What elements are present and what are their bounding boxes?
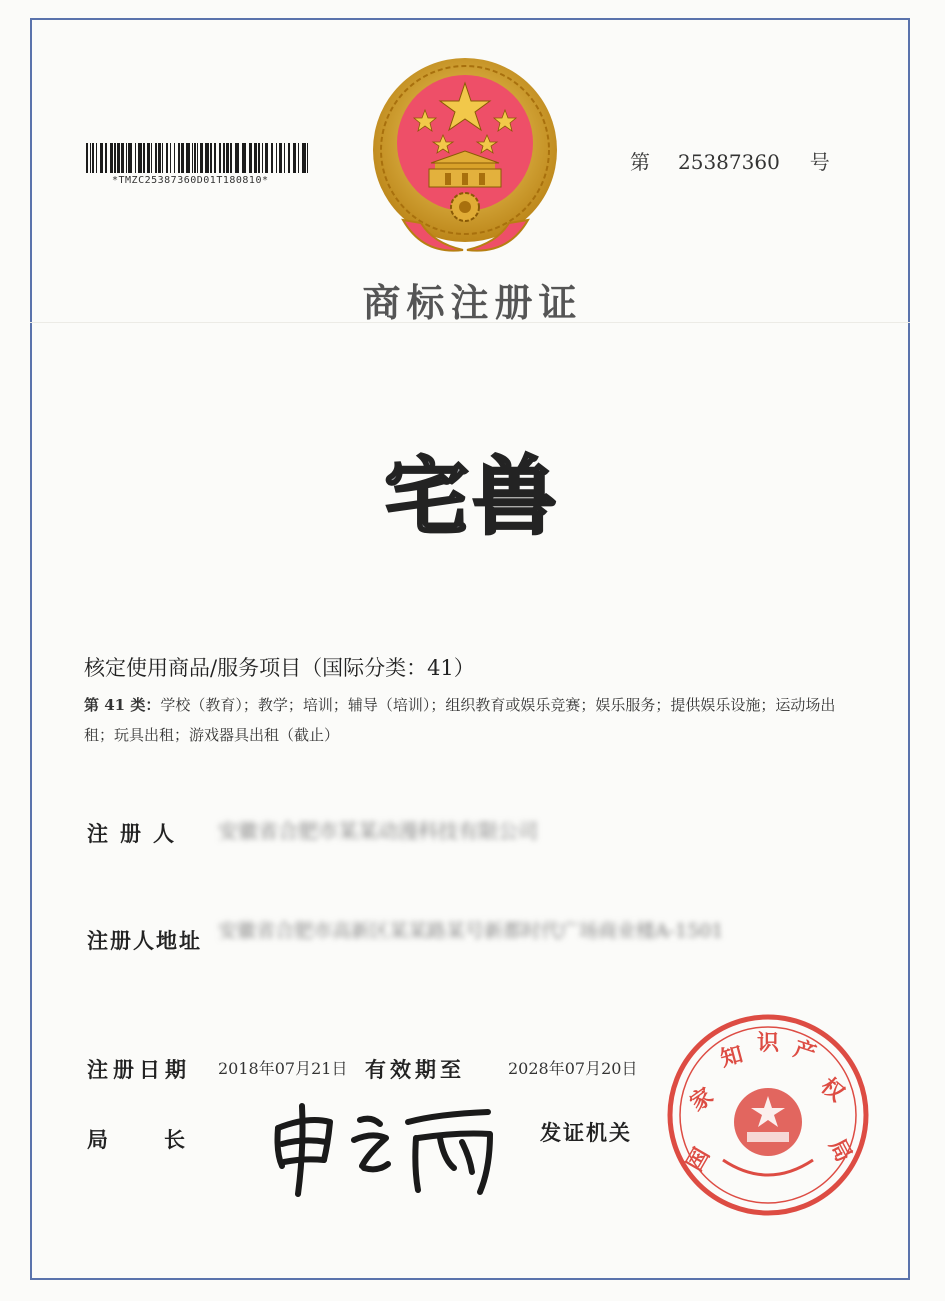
barcode-bar xyxy=(262,143,263,173)
barcode-bar xyxy=(226,143,229,173)
registration-number-value: 25387360 xyxy=(678,150,780,174)
svg-text:权: 权 xyxy=(815,1073,849,1107)
barcode-text: *TMZC25387360D01T180810* xyxy=(112,175,269,186)
national-emblem-icon xyxy=(363,55,568,260)
goods-items: 学校（教育）；教学；培训；辅导（培训）；组织教育或娱乐竞赛；娱乐服务；提供娱乐设施；运动场出租；玩具出租；游戏器具出租（截止） xyxy=(84,696,836,744)
barcode-bar xyxy=(276,143,277,173)
valid-until-date: 2028年07月20日 xyxy=(508,1059,638,1078)
barcode-bar xyxy=(170,143,171,173)
barcode-bar xyxy=(147,143,150,173)
barcode-bar xyxy=(117,143,120,173)
barcode-bar xyxy=(192,143,193,173)
barcode-bar xyxy=(121,143,124,173)
barcode-bar xyxy=(197,143,198,173)
barcode xyxy=(86,143,308,173)
barcode-bar xyxy=(298,143,299,173)
barcode-bar xyxy=(307,143,308,173)
registration-date-label: 注册日期 xyxy=(87,1058,191,1082)
barcode-bar xyxy=(235,143,239,173)
barcode-bar xyxy=(219,143,221,173)
barcode-bar xyxy=(181,143,184,173)
barcode-bar xyxy=(114,143,116,173)
barcode-bar xyxy=(86,143,88,173)
barcode-bar xyxy=(158,143,161,173)
barcode-bar xyxy=(194,143,196,173)
issuing-authority-label: 发证机关 xyxy=(540,1121,632,1145)
address-value-blurred: 安徽省合肥市高新区某某路某号新都时代广场商业楼A-1501 xyxy=(218,920,724,942)
barcode-bar xyxy=(186,143,190,173)
valid-until-label: 有效期至 xyxy=(365,1058,465,1082)
barcode-bar xyxy=(128,143,132,173)
barcode-bar xyxy=(174,143,175,173)
barcode-bar xyxy=(105,143,107,173)
svg-text:产: 产 xyxy=(790,1036,820,1068)
barcode-bar xyxy=(166,143,168,173)
barcode-bar xyxy=(249,143,252,173)
barcode-bar xyxy=(302,143,306,173)
barcode-bar xyxy=(293,143,296,173)
registration-number xyxy=(630,146,830,175)
barcode-bar xyxy=(254,143,257,173)
goods-heading: 核定使用商品/服务项目（国际分类：41） xyxy=(84,656,475,680)
registration-date: 2018年07月21日 xyxy=(218,1059,348,1078)
trademark-logo: 宅兽 xyxy=(384,448,561,546)
registrant-label: 注册人 xyxy=(87,822,186,846)
barcode-bar xyxy=(138,143,142,173)
barcode-bar xyxy=(126,143,127,173)
barcode-bar xyxy=(279,143,282,173)
director-signature xyxy=(268,1098,500,1200)
goods-list xyxy=(84,690,864,750)
barcode-bar xyxy=(205,143,209,173)
barcode-bar xyxy=(271,143,273,173)
barcode-bar xyxy=(230,143,232,173)
svg-text:识: 识 xyxy=(757,1031,780,1056)
barcode-bar xyxy=(210,143,212,173)
barcode-bar xyxy=(265,143,268,173)
barcode-bar xyxy=(110,143,113,173)
barcode-bar xyxy=(223,143,225,173)
certificate-title: 商标注册证 xyxy=(362,280,583,325)
barcode-bar xyxy=(100,143,103,173)
barcode-bar xyxy=(178,143,180,173)
barcode-bar xyxy=(151,143,152,173)
director-label: 局长 xyxy=(87,1128,241,1152)
barcode-bar xyxy=(92,143,94,173)
barcode-bar xyxy=(90,143,91,173)
registrant-value-blurred: 安徽省合肥市某某动漫科技有限公司 xyxy=(218,819,538,843)
svg-text:家: 家 xyxy=(685,1083,719,1117)
goods-class-label: 第 41 类： xyxy=(84,696,161,714)
svg-text:知: 知 xyxy=(717,1042,746,1073)
barcode-bar xyxy=(96,143,97,173)
barcode-bar xyxy=(162,143,163,173)
registration-number-suffix: 号 xyxy=(809,150,830,174)
barcode-bar xyxy=(200,143,203,173)
barcode-bar xyxy=(214,143,216,173)
barcode-bar xyxy=(288,143,290,173)
svg-text:国: 国 xyxy=(682,1144,716,1176)
address-label: 注册人地址 xyxy=(87,929,202,953)
barcode-bar xyxy=(135,143,136,173)
barcode-bar xyxy=(284,143,285,173)
official-seal-icon xyxy=(663,1010,873,1220)
svg-text:局: 局 xyxy=(823,1135,857,1167)
barcode-bar xyxy=(258,143,260,173)
registration-number-prefix: 第 xyxy=(630,150,650,174)
barcode-bar xyxy=(242,143,246,173)
barcode-bar xyxy=(143,143,145,173)
barcode-bar xyxy=(155,143,157,173)
